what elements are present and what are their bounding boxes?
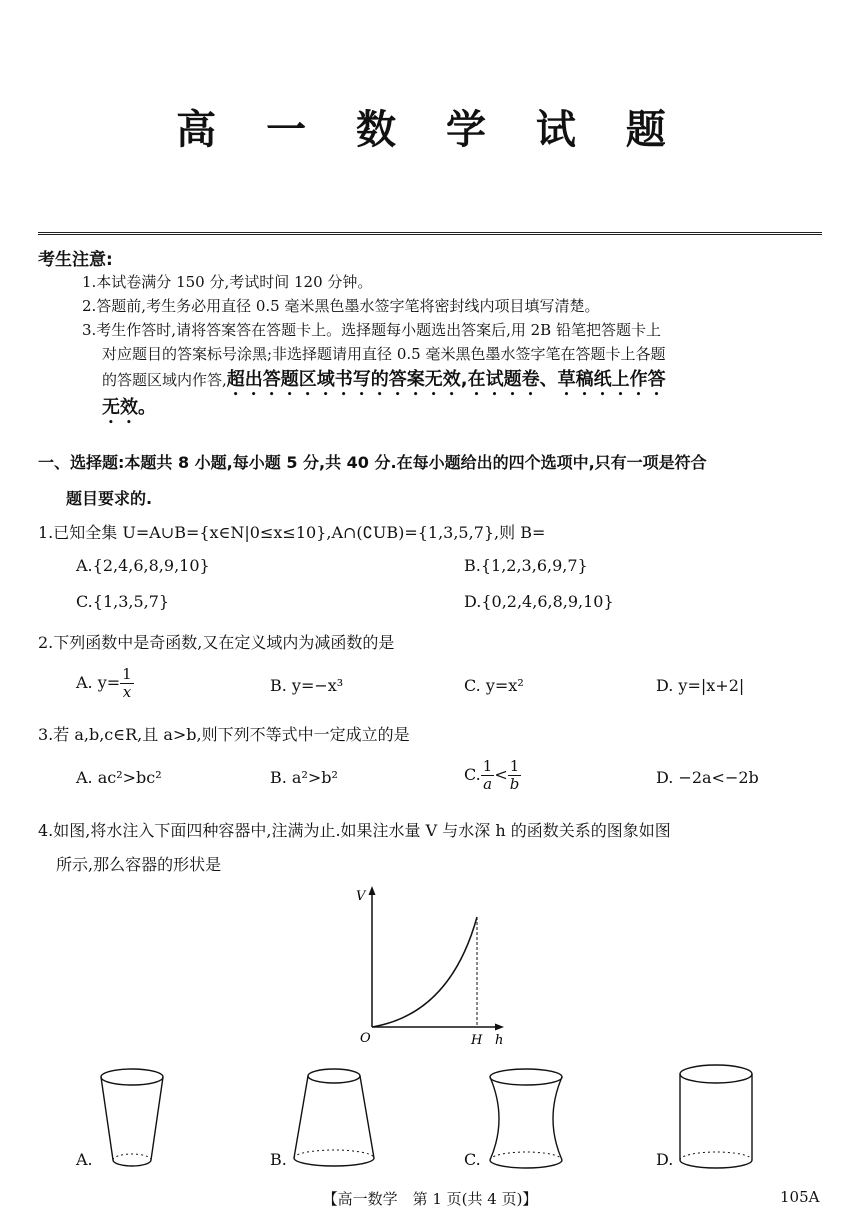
container-b-base-front	[294, 1158, 374, 1166]
x-axis-arrow	[495, 1024, 504, 1031]
container-b-right-wall	[360, 1076, 374, 1158]
section-1-heading: 一、选择题:本题共 8 小题,每小题 5 分,共 40 分.在每小题给出的四个选项中,只有一项是符合	[38, 453, 707, 472]
q3-option-c	[464, 758, 521, 793]
container-c-right-wall	[553, 1077, 562, 1160]
container-a-figure	[96, 1064, 168, 1174]
q3-option-a: A. ac²>bc²	[76, 768, 162, 787]
container-d-base-front	[680, 1160, 752, 1168]
notice-item-3-line-2: 对应题目的答案标号涂黑;非选择题请用直径 0.5 毫米黑色墨水签字笔在答题卡上各题	[102, 345, 666, 363]
q4-option-d-label: D.	[656, 1150, 674, 1169]
q3-c-fraction-2	[508, 758, 522, 793]
container-c-rim	[490, 1069, 562, 1085]
y-axis-arrow	[369, 886, 376, 895]
notice-item-2: 2.答题前,考生务必用直径 0.5 毫米黑色墨水签字笔将密封线内项目填写清楚。	[82, 297, 600, 315]
q1-option-b: B.{1,2,3,6,9,7}	[464, 556, 588, 575]
q3-stem: 3.若 a,b,c∈R,且 a>b,则下列不等式中一定成立的是	[38, 725, 410, 744]
q3-option-d: D. −2a<−2b	[656, 768, 759, 787]
h-max-label: H	[471, 1033, 483, 1048]
q2-a-numerator: 1	[122, 665, 132, 683]
notice-item-3-line-4	[102, 396, 156, 428]
section-1-heading-cont: 题目要求的.	[66, 489, 153, 508]
q1-stem: 1.已知全集 U=A∪B={x∈N|0≤x≤10},A∩(∁UB)={1,3,5,7},则 B=	[38, 523, 546, 542]
container-a-left-wall	[101, 1077, 113, 1160]
q3-c-den-1: a	[483, 775, 493, 793]
q3-option-b: B. a²>b²	[270, 768, 338, 787]
q4-option-b-label: B.	[270, 1150, 287, 1169]
container-b-left-wall	[294, 1076, 308, 1158]
v-h-curve	[372, 917, 477, 1027]
exam-code: 105A	[780, 1188, 820, 1206]
q3-c-num-2: 1	[509, 757, 520, 775]
container-d-figure	[676, 1060, 760, 1174]
container-b-rim	[308, 1069, 360, 1083]
q2-option-d: D. y=|x+2|	[656, 676, 745, 695]
header-divider	[38, 232, 822, 235]
q4-stem-line-2: 所示,那么容器的形状是	[56, 855, 222, 874]
q2-option-a-prefix: A. y=	[76, 673, 121, 692]
q2-option-b: B. y=−x³	[270, 676, 344, 695]
notice-item-1: 1.本试卷满分 150 分,考试时间 120 分钟。	[82, 273, 373, 291]
notice-item-3-plain: 的答题区域内作答,	[102, 371, 227, 389]
container-b-figure	[286, 1064, 382, 1174]
container-d-rim	[680, 1065, 752, 1083]
q2-option-c: C. y=x²	[464, 676, 524, 695]
notice-item-3-line-3	[102, 368, 666, 400]
q3-c-den-2: b	[509, 775, 520, 793]
container-c-base-back	[490, 1152, 562, 1160]
x-axis-label: h	[495, 1033, 504, 1048]
exam-title: 高 一 数 学 试 题	[176, 107, 684, 153]
q4-option-c-label: C.	[464, 1150, 481, 1169]
page-footer: 【高一数学 第 1 页(共 4 页)】	[322, 1190, 538, 1208]
container-c-figure	[484, 1064, 568, 1174]
container-b-base-back	[294, 1150, 374, 1158]
q1-option-d: D.{0,2,4,6,8,9,10}	[464, 592, 614, 611]
q4-option-a-label: A.	[76, 1150, 93, 1169]
container-a-right-wall	[151, 1077, 163, 1160]
q4-stem-line-1: 4.如图,将水注入下面四种容器中,注满为止.如果注水量 V 与水深 h 的函数关系的图象如图	[38, 821, 671, 840]
q1-option-a: A.{2,4,6,8,9,10}	[76, 556, 210, 575]
volume-depth-graph	[350, 882, 510, 1050]
container-a-base-back	[113, 1154, 151, 1160]
q3-c-fraction-1	[481, 758, 495, 793]
q2-option-a-fraction	[120, 666, 134, 701]
notice-item-3-emphasis-end: 无效。	[102, 397, 156, 418]
container-a-base-front	[113, 1160, 151, 1166]
container-c-left-wall	[490, 1077, 499, 1160]
y-axis-label: V	[356, 889, 366, 904]
q1-option-c: C.{1,3,5,7}	[76, 592, 170, 611]
notice-item-3-emphasis: 超出答题区域书写的答案无效,在试题卷、草稿纸上作答	[226, 369, 666, 390]
notice-item-3-line-1: 3.考生作答时,请将答案答在答题卡上。选择题每小题选出答案后,用 2B 铅笔把答题卡上	[82, 321, 661, 339]
q2-a-denominator: x	[122, 683, 132, 701]
origin-label: O	[360, 1031, 371, 1046]
container-c-base-front	[490, 1160, 562, 1168]
notice-heading: 考生注意:	[38, 250, 113, 270]
container-d-base-back	[680, 1152, 752, 1160]
q2-stem: 2.下列函数中是奇函数,又在定义域内为减函数的是	[38, 633, 395, 652]
container-a-rim	[101, 1069, 163, 1085]
q3-c-num-1: 1	[482, 757, 493, 775]
q2-option-a	[76, 666, 134, 701]
q3-option-c-prefix: C.	[464, 765, 481, 784]
q3-c-less-than: <	[494, 765, 508, 784]
